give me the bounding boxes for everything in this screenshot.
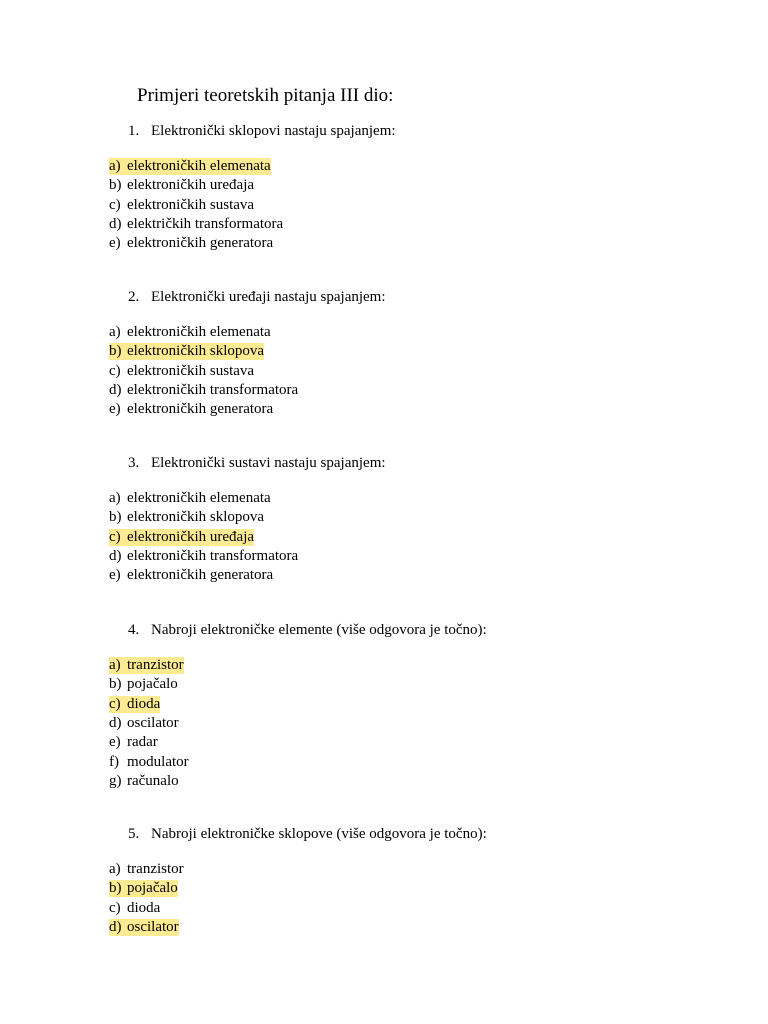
answer-option-body	[109, 696, 160, 713]
question-text: Nabroji elektroničke sklopove (više odgovora je točno):	[151, 826, 487, 842]
answer-text: dioda	[127, 695, 161, 712]
answer-letter: c)	[109, 695, 121, 712]
question-4	[128, 621, 487, 639]
answer-text: tranzistor	[127, 657, 184, 673]
page-title: Primjeri teoretskih pitanja III dio:	[137, 85, 394, 106]
answer-option-highlighted	[109, 657, 184, 674]
answer-letter: a)	[109, 324, 121, 340]
answer-letter: c)	[109, 899, 121, 916]
answer-option	[109, 509, 264, 526]
answer-option	[109, 490, 271, 507]
answer-option-highlighted	[109, 919, 179, 936]
answer-option-body	[109, 490, 271, 507]
answer-option-body	[109, 734, 158, 751]
answer-text: elektroničkih generatora	[127, 235, 274, 252]
answer-text: elektroničkih elemenata	[127, 158, 271, 174]
answer-letter: b)	[109, 343, 122, 360]
answer-letter: a)	[109, 861, 121, 877]
answer-text: oscilator	[127, 918, 179, 935]
answer-option-highlighted	[109, 158, 271, 175]
answer-text: elektroničkih elemenata	[127, 490, 271, 506]
answer-letter: f)	[109, 753, 119, 770]
answer-option	[109, 861, 184, 878]
answer-letter: d)	[109, 714, 122, 731]
answer-text: pojačalo	[127, 676, 178, 693]
question-text: Elektronički sklopovi nastaju spajanjem:	[151, 123, 396, 139]
answer-option-body	[109, 919, 179, 936]
answer-option-body	[109, 529, 254, 546]
question-text: Elektronički sustavi nastaju spajanjem:	[151, 455, 386, 471]
answer-letter: e)	[109, 235, 121, 252]
answer-option-body	[109, 177, 254, 194]
question-5	[128, 825, 487, 843]
answer-option	[109, 715, 179, 732]
answer-letter: b)	[109, 676, 122, 693]
answer-text: računalo	[127, 772, 179, 789]
answer-option	[109, 177, 254, 194]
answer-text: oscilator	[127, 714, 179, 731]
answer-option-body	[109, 676, 178, 693]
answer-letter: a)	[109, 490, 121, 506]
answer-letter: b)	[109, 509, 122, 526]
answer-letter: c)	[109, 362, 121, 379]
answer-option-body	[109, 880, 178, 897]
answer-option-body	[109, 715, 179, 732]
answer-option-highlighted	[109, 529, 254, 546]
answer-text: elektroničkih elemenata	[127, 324, 271, 340]
answer-option	[109, 900, 160, 917]
answer-text: radar	[127, 734, 158, 751]
question-number: 2.	[128, 289, 140, 305]
answer-text: električkih transformatora	[127, 215, 284, 232]
answer-option-body	[109, 324, 271, 341]
answer-option-body	[109, 567, 273, 584]
answer-letter: c)	[109, 196, 121, 213]
answer-text: tranzistor	[127, 861, 184, 877]
answer-text: elektroničkih uređaja	[127, 528, 255, 545]
answer-letter: a)	[109, 657, 121, 673]
answer-text: elektroničkih transformatora	[127, 547, 299, 564]
answer-option-body	[109, 754, 189, 771]
answer-option-body	[109, 657, 184, 674]
answer-option-body	[109, 197, 254, 214]
answer-letter: e)	[109, 401, 121, 418]
answer-option-body	[109, 158, 271, 175]
answer-text: elektroničkih generatora	[127, 567, 274, 584]
answer-option	[109, 382, 298, 399]
answer-text: elektroničkih sustava	[127, 196, 255, 213]
question-number: 4.	[128, 622, 140, 638]
question-number: 3.	[128, 455, 140, 471]
answer-option	[109, 734, 158, 751]
question-1	[128, 122, 396, 140]
answer-letter: d)	[109, 547, 122, 564]
answer-option	[109, 216, 283, 233]
answer-letter: e)	[109, 734, 121, 751]
answer-option-body	[109, 382, 298, 399]
answer-option-body	[109, 548, 298, 565]
answer-option-highlighted	[109, 343, 264, 360]
answer-letter: a)	[109, 158, 121, 174]
question-number: 1.	[128, 123, 140, 139]
question-text: Nabroji elektroničke elemente (više odgovora je točno):	[151, 622, 487, 638]
answer-option-body	[109, 343, 264, 360]
question-2	[128, 288, 386, 306]
answer-letter: d)	[109, 918, 122, 935]
question-3	[128, 454, 386, 472]
answer-letter: b)	[109, 880, 122, 897]
answer-option	[109, 548, 298, 565]
answer-text: dioda	[127, 899, 161, 916]
answer-option-body	[109, 861, 184, 878]
answer-option	[109, 401, 273, 418]
answer-option-highlighted	[109, 880, 178, 897]
question-number: 5.	[128, 826, 140, 842]
answer-option-body	[109, 900, 160, 917]
answer-option-body	[109, 363, 254, 380]
answer-text: elektroničkih transformatora	[127, 381, 299, 398]
answer-option-body	[109, 401, 273, 418]
answer-option-body	[109, 773, 179, 790]
answer-text: elektroničkih sklopova	[127, 509, 265, 526]
answer-option	[109, 676, 178, 693]
answer-letter: c)	[109, 528, 121, 545]
answer-option-body	[109, 216, 283, 233]
answer-text: elektroničkih sustava	[127, 362, 255, 379]
answer-option-highlighted	[109, 696, 160, 713]
answer-text: modulator	[127, 753, 189, 770]
answer-option	[109, 324, 271, 341]
answer-option	[109, 567, 273, 584]
answer-text: pojačalo	[127, 880, 178, 897]
answer-option-body	[109, 235, 273, 252]
answer-option	[109, 754, 189, 771]
answer-text: elektroničkih uređaja	[127, 177, 255, 194]
answer-text: elektroničkih generatora	[127, 401, 274, 418]
answer-letter: e)	[109, 567, 121, 584]
answer-option-body	[109, 509, 264, 526]
answer-letter: g)	[109, 772, 122, 789]
answer-letter: b)	[109, 177, 122, 194]
question-text: Elektronički uređaji nastaju spajanjem:	[151, 289, 386, 305]
answer-text: elektroničkih sklopova	[127, 343, 265, 360]
answer-option	[109, 363, 254, 380]
answer-letter: d)	[109, 215, 122, 232]
answer-option	[109, 197, 254, 214]
answer-option	[109, 235, 273, 252]
answer-option	[109, 773, 179, 790]
answer-letter: d)	[109, 381, 122, 398]
